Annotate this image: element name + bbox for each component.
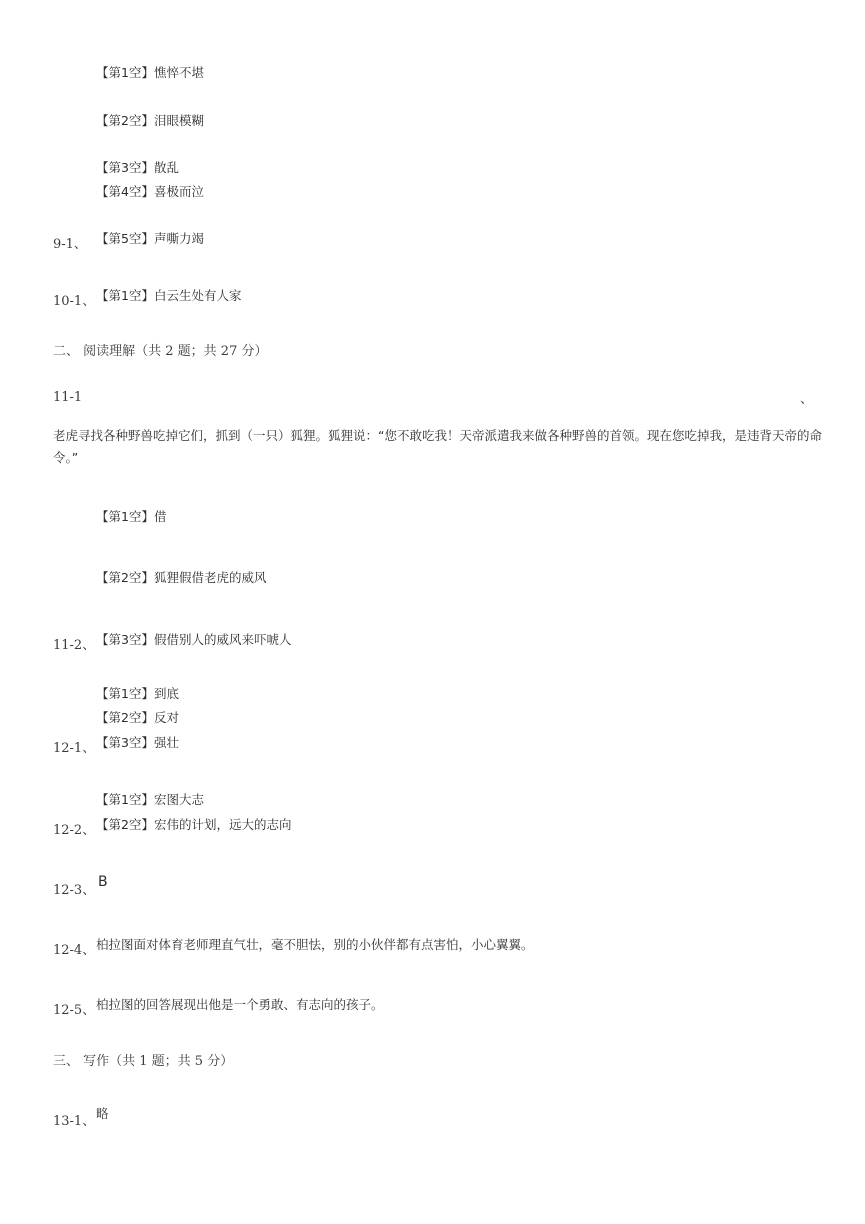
question-number-12-5: 12-5、 <box>53 1003 96 1018</box>
answer-12-5: 柏拉图的回答展现出他是一个勇敢、有志向的孩子。 <box>96 997 384 1012</box>
answer-blank-12-1-3: 【第3空】强壮 <box>96 735 179 750</box>
question-number-12-3: 12-3、 <box>53 883 96 898</box>
answer-blank-11-2-1: 【第1空】借 <box>96 509 167 524</box>
question-number-12-4: 12-4、 <box>53 943 96 958</box>
answer-blank-12-1-1: 【第1空】到底 <box>96 686 179 701</box>
answer-blank-9-3: 【第3空】散乱 <box>96 160 179 175</box>
question-number-10-1: 10-1、 <box>53 294 96 309</box>
question-number-11-2: 11-2、 <box>53 638 96 653</box>
trailing-punctuation: 、 <box>800 392 814 407</box>
section-title-writing: 三、 写作（共 1 题；共 5 分） <box>53 1054 234 1069</box>
answer-blank-12-2-2: 【第2空】宏伟的计划，远大的志向 <box>96 817 292 832</box>
question-number-13-1: 13-1、 <box>53 1114 96 1129</box>
question-number-11-1: 11-1 <box>53 390 83 405</box>
answer-12-4: 柏拉图面对体育老师理直气壮，毫不胆怯，别的小伙伴都有点害怕，小心翼翼。 <box>96 937 534 952</box>
answer-blank-9-5: 【第5空】声嘶力竭 <box>96 231 204 246</box>
answer-blank-12-1-2: 【第2空】反对 <box>96 710 179 725</box>
question-number-9-1: 9-1、 <box>53 237 87 252</box>
answer-blank-11-2-2: 【第2空】狐狸假借老虎的威风 <box>96 570 267 585</box>
section-title-reading: 二、 阅读理解（共 2 题；共 27 分） <box>53 344 268 359</box>
answer-blank-10-1: 【第1空】白云生处有人家 <box>96 288 242 303</box>
answer-blank-11-2-3: 【第3空】假借别人的威风来吓唬人 <box>96 632 292 647</box>
question-number-12-2: 12-2、 <box>53 823 96 838</box>
answer-13-1: 略 <box>96 1106 109 1121</box>
answer-blank-9-4: 【第4空】喜极而泣 <box>96 184 204 199</box>
answer-blank-12-2-1: 【第1空】宏图大志 <box>96 792 204 807</box>
answer-paragraph-11-1: 老虎寻找各种野兽吃掉它们，抓到（一只）狐狸。狐狸说：“您不敢吃我！天帝派遣我来做各种野兽的首领。现在您吃掉我，是违背天帝的命令。” <box>53 428 822 465</box>
answer-12-3: B <box>98 874 108 890</box>
answer-blank-9-2: 【第2空】泪眼模糊 <box>96 113 204 128</box>
answer-blank-9-1: 【第1空】憔悴不堪 <box>96 65 204 80</box>
question-number-12-1: 12-1、 <box>53 741 96 756</box>
